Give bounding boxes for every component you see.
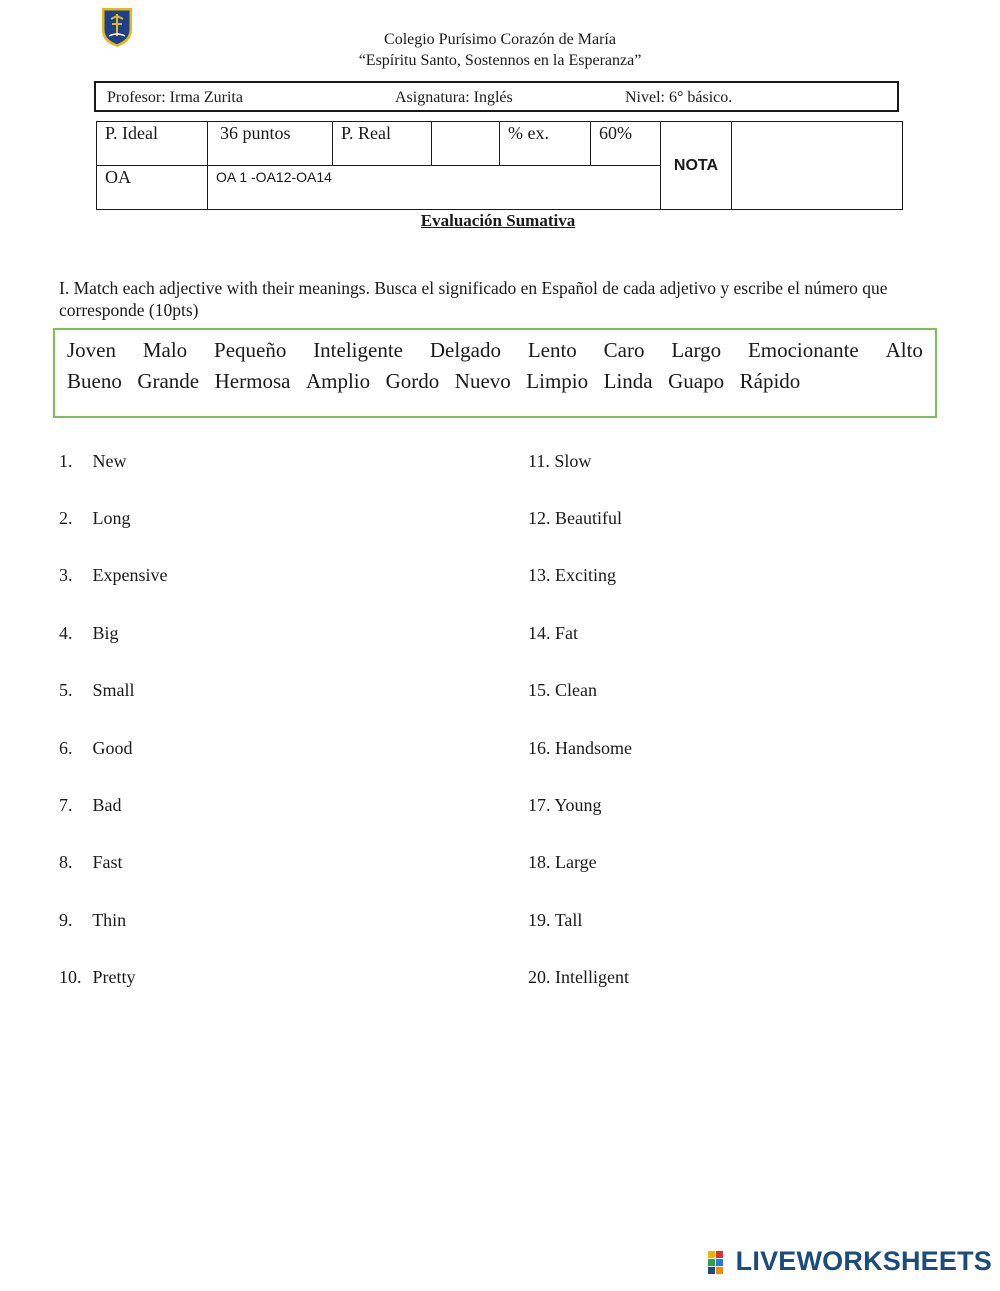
word-bank bbox=[53, 328, 937, 418]
item-word: Fat bbox=[555, 623, 579, 643]
item-number: 18. bbox=[528, 852, 551, 872]
exigency-value: 60% bbox=[591, 122, 661, 166]
real-score-value bbox=[432, 122, 500, 166]
ideal-score-label: P. Ideal bbox=[97, 122, 208, 166]
item-word: Expensive bbox=[92, 565, 168, 585]
item-word: Young bbox=[554, 795, 602, 815]
item-number: 15. bbox=[528, 680, 551, 700]
list-item bbox=[59, 565, 167, 586]
list-item bbox=[528, 451, 591, 472]
instructions: I. Match each adjective with their meanings. Busca el significado en Español de cada adjetivo y escribe el número que corresponde (10pts) bbox=[59, 278, 888, 320]
grading-table bbox=[96, 121, 903, 210]
subject: Asignatura: Inglés bbox=[395, 89, 513, 106]
liveworksheets-brand bbox=[708, 1246, 992, 1277]
teacher-name: Profesor: Irma Zurita bbox=[107, 89, 243, 106]
item-number: 6. bbox=[59, 738, 73, 758]
word-bank-word: Inteligente bbox=[313, 338, 403, 362]
list-item bbox=[528, 795, 602, 816]
item-word: Beautiful bbox=[555, 508, 622, 528]
ideal-score-value: 36 puntos bbox=[208, 122, 333, 166]
item-number: 2. bbox=[59, 508, 73, 528]
school-motto: “Espíritu Santo, Sostennos en la Esperanza” bbox=[358, 52, 642, 69]
word-bank-word: Nuevo bbox=[454, 369, 511, 393]
page-title: Evaluación Sumativa bbox=[420, 211, 576, 230]
word-bank-word: Guapo bbox=[668, 369, 725, 393]
item-number: 17. bbox=[528, 795, 551, 815]
list-item bbox=[59, 623, 119, 644]
item-number: 4. bbox=[59, 623, 73, 643]
word-bank-word: Bueno bbox=[67, 369, 122, 393]
item-word: Fast bbox=[92, 852, 123, 872]
item-number: 10. bbox=[59, 967, 82, 987]
grade-value bbox=[732, 122, 903, 210]
item-word: Bad bbox=[92, 795, 122, 815]
list-item bbox=[59, 508, 131, 529]
item-number: 16. bbox=[528, 738, 551, 758]
list-item bbox=[59, 451, 127, 472]
item-word: Clean bbox=[555, 680, 597, 700]
item-number: 5. bbox=[59, 680, 73, 700]
word-bank-word: Lento bbox=[527, 338, 577, 362]
list-item bbox=[59, 967, 136, 988]
teacher-info-box bbox=[94, 81, 899, 112]
word-bank-row-1 bbox=[67, 338, 923, 363]
word-bank-word: Limpio bbox=[526, 369, 589, 393]
word-bank-word: Hermosa bbox=[214, 369, 291, 393]
grade-label: NOTA bbox=[661, 122, 732, 210]
exigency-label: % ex. bbox=[500, 122, 591, 166]
item-number: 14. bbox=[528, 623, 551, 643]
oa-label: OA bbox=[97, 166, 208, 210]
word-bank-word: Rápido bbox=[739, 369, 801, 393]
item-word: Handsome bbox=[555, 738, 632, 758]
list-item bbox=[528, 623, 578, 644]
item-number: 11. bbox=[528, 451, 550, 471]
item-number: 7. bbox=[59, 795, 73, 815]
item-word: New bbox=[92, 451, 127, 471]
word-bank-word: Grande bbox=[137, 369, 200, 393]
grade-level: Nivel: 6° básico. bbox=[625, 89, 733, 106]
list-item bbox=[528, 738, 632, 759]
list-item bbox=[59, 680, 135, 701]
item-number: 3. bbox=[59, 565, 73, 585]
list-item bbox=[59, 910, 126, 931]
list-item bbox=[528, 508, 622, 529]
item-number: 12. bbox=[528, 508, 551, 528]
oa-value: OA 1 -OA12-OA14 bbox=[208, 166, 661, 210]
word-bank-word: Pequeño bbox=[214, 338, 287, 362]
word-bank-word: Largo bbox=[671, 338, 722, 362]
list-item bbox=[528, 680, 597, 701]
item-word: Tall bbox=[554, 910, 583, 930]
list-item bbox=[528, 967, 629, 988]
list-item bbox=[528, 565, 616, 586]
liveworksheets-text: LIVEWORKSHEETS bbox=[735, 1246, 992, 1276]
item-word: Thin bbox=[92, 910, 127, 930]
list-item bbox=[528, 910, 582, 931]
word-bank-word: Malo bbox=[142, 338, 188, 362]
word-bank-word: Linda bbox=[603, 369, 653, 393]
item-word: Exciting bbox=[555, 565, 616, 585]
item-word: Slow bbox=[554, 451, 592, 471]
list-item bbox=[59, 795, 122, 816]
school-name: Colegio Purísimo Corazón de María bbox=[384, 31, 616, 48]
item-number: 19. bbox=[528, 910, 551, 930]
word-bank-word: Caro bbox=[603, 338, 645, 362]
list-item bbox=[59, 738, 133, 759]
word-bank-word: Alto bbox=[885, 338, 923, 362]
word-bank-word: Joven bbox=[67, 338, 116, 362]
item-word: Good bbox=[92, 738, 133, 758]
item-number: 8. bbox=[59, 852, 73, 872]
item-number: 20. bbox=[528, 967, 551, 987]
item-word: Long bbox=[92, 508, 131, 528]
word-bank-row-2 bbox=[67, 369, 800, 394]
word-bank-word: Gordo bbox=[385, 369, 440, 393]
item-word: Big bbox=[92, 623, 119, 643]
list-item bbox=[528, 852, 597, 873]
item-number: 9. bbox=[59, 910, 73, 930]
item-word: Small bbox=[92, 680, 135, 700]
item-number: 1. bbox=[59, 451, 73, 471]
word-bank-word: Emocionante bbox=[747, 338, 859, 362]
item-word: Large bbox=[555, 852, 597, 872]
item-word: Pretty bbox=[92, 967, 136, 987]
item-word: Intelligent bbox=[555, 967, 629, 987]
real-score-label: P. Real bbox=[333, 122, 432, 166]
liveworksheets-icon bbox=[708, 1250, 732, 1274]
item-number: 13. bbox=[528, 565, 551, 585]
list-item bbox=[59, 852, 123, 873]
word-bank-word: Delgado bbox=[429, 338, 501, 362]
word-bank-word: Amplio bbox=[305, 369, 371, 393]
